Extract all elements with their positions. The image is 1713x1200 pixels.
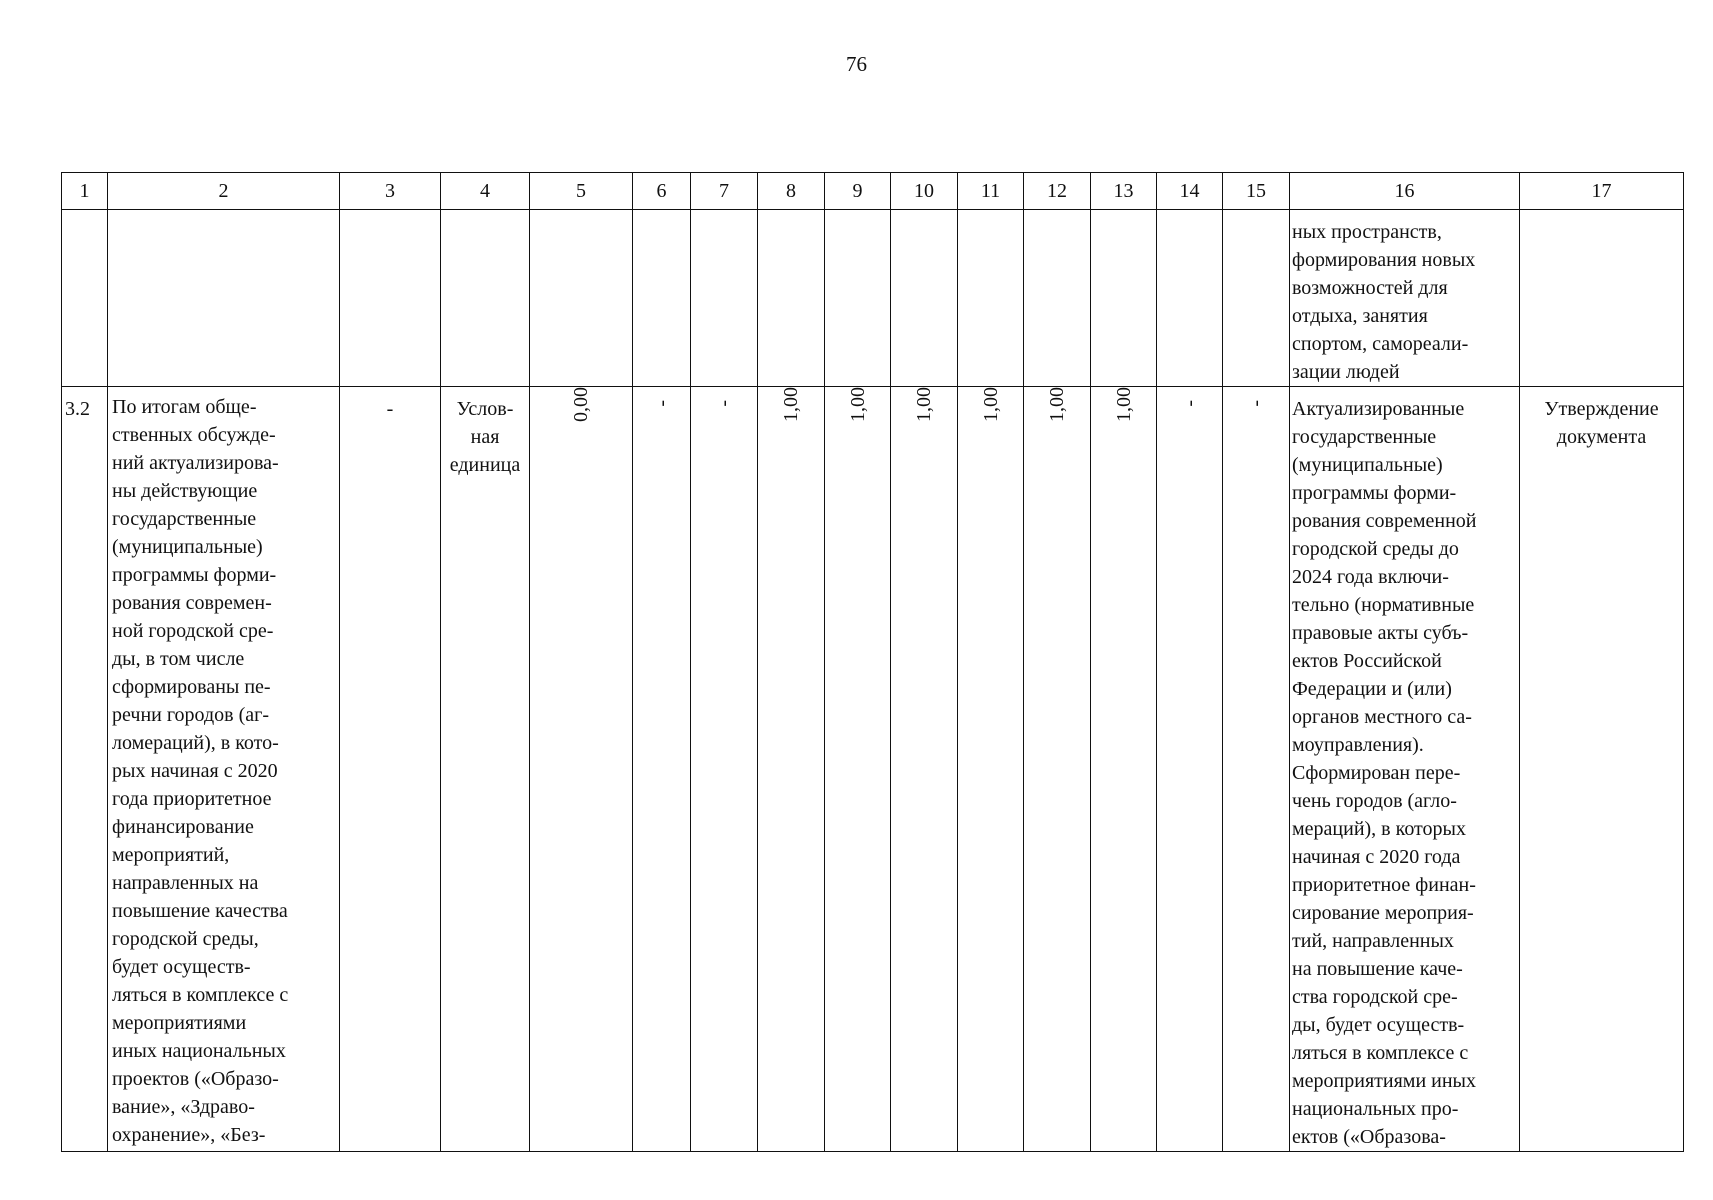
col3-value: -	[386, 398, 394, 420]
header-col-7: 7	[691, 173, 758, 210]
value-col-5: 0,00	[570, 387, 592, 422]
row-number: 3.2	[65, 398, 90, 420]
unit-of-measure: Услов- ная единица	[449, 398, 521, 476]
header-col-17: 17	[1520, 173, 1684, 210]
header-col-4: 4	[441, 173, 530, 210]
table-row	[62, 387, 1684, 1152]
value-col-14: -	[1178, 400, 1201, 407]
value-col-7: -	[713, 400, 735, 407]
value-col-15: -	[1245, 400, 1267, 407]
header-col-1: 1	[62, 173, 108, 210]
measures-table	[61, 172, 1684, 1152]
header-col-2: 2	[108, 173, 340, 210]
column-number-header-row	[62, 173, 1684, 210]
value-col-13: 1,00	[1112, 387, 1135, 422]
page-number: 76	[846, 52, 867, 76]
header-col-13: 13	[1091, 173, 1157, 210]
header-col-5: 5	[530, 173, 633, 210]
header-col-15: 15	[1223, 173, 1290, 210]
control-type-text: Утверждение документа	[1544, 398, 1659, 448]
continuation-row	[62, 210, 1684, 387]
value-col-8: 1,00	[780, 387, 802, 422]
value-col-6: -	[650, 400, 673, 407]
header-col-12: 12	[1024, 173, 1091, 210]
header-col-14: 14	[1157, 173, 1223, 210]
header-col-3: 3	[340, 173, 441, 210]
value-col-10: 1,00	[913, 387, 935, 422]
header-col-9: 9	[825, 173, 891, 210]
value-col-12: 1,00	[1046, 387, 1068, 422]
continuation-result-text: ных пространств, формирования новых возможностей для отдыха, занятия спортом, самореали- зации людей	[1292, 221, 1476, 383]
header-col-11: 11	[958, 173, 1024, 210]
value-col-11: 1,00	[979, 387, 1002, 422]
header-col-16: 16	[1290, 173, 1520, 210]
value-col-9: 1,00	[846, 387, 869, 422]
header-col-8: 8	[758, 173, 825, 210]
header-col-6: 6	[633, 173, 691, 210]
expected-result-text: Актуализированные государственные (муниципальные) программы форми- рования современной городской среды до 2024 года включи- тельно (нормативные правовые акты субъ- ектов Российской Федерации и (или) органов местного са- моуправления). Сформирован пере- чень городов (агло- мераций), в которых начиная с 2020 года приоритетное финан- сирование мероприя- тий, направленных на повышение каче- ства городской сре- ды, будет осуществ- ляться в комплексе с мероприятиями иных национальных про- ектов («Образова-	[1292, 398, 1477, 1148]
header-col-10: 10	[891, 173, 958, 210]
measure-description: По итогам обще- ственных обсужде- ний актуализирова- ны действующие государственные (муниципальные) программы форми- рования современ- ной городской сре- ды, в том числе сформированы пе- речни городов (аг- ломераций), в кото- рых начиная с 2020 года приоритетное финансирование мероприятий, направленных на повышение качества городской среды, будет осуществ- ляться в комплексе с мероприятиями иных национальных проектов («Образо- вание», «Здраво- охранение», «Без-	[112, 396, 289, 1146]
